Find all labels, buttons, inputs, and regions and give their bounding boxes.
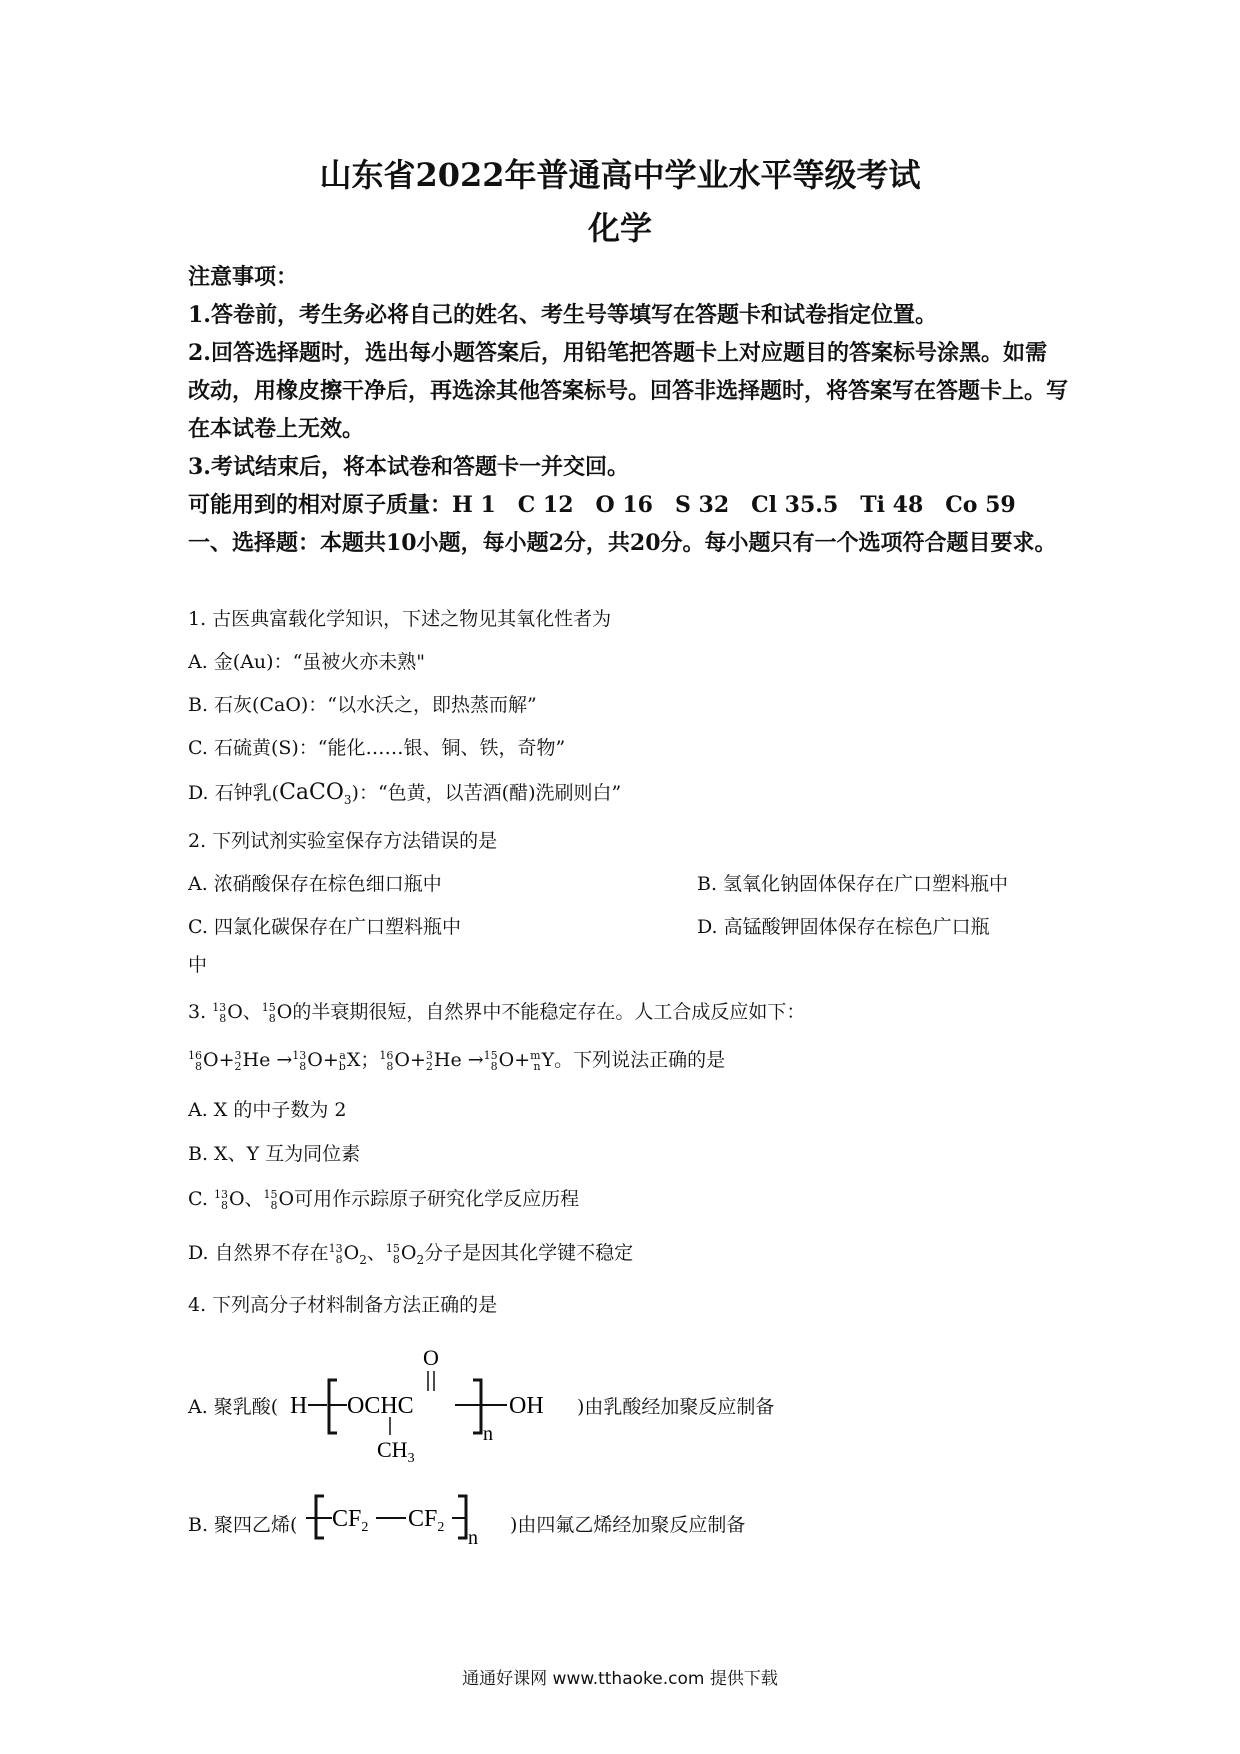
svg-text:CF2: $CF_2$ [332,1506,369,1535]
svg-text:CH3: $CH_3$ [377,1437,415,1465]
atomic-masses: 可能用到的相对原子质量：H 1 C 12 O 16 S 32 Cl 35.5 Ti 48 Co 59 [188,492,1016,518]
q3-stem: 3. 13 8 O、 15 8 O的半衰期很短，自然界中不能稳定存在。人工合成反应如下： [188,1001,806,1025]
footer-credit: 通通好课网 www.tthaoke.com 提供下载 [462,1669,778,1689]
svg-text:CF2: $CF_2$ [408,1506,445,1535]
q2-option-a: A. 浓硝酸保存在棕色细口瓶中 [188,873,442,895]
notice-item-1: 1.答卷前，考生务必将自己的姓名、考生号等填写在答题卡和试卷指定位置。 [188,302,937,328]
q1-option-c: C. 石硫黄(S)：“能化……银、铜、铁，奇物” [188,737,566,759]
q2-option-d-cont: 中 [188,954,208,976]
svg-text:H: H [290,1393,308,1419]
q2-option-d: D. 高锰酸钾固体保存在棕色广口瓶 [697,916,990,938]
svg-text:OCHC: OCHC [347,1393,414,1419]
exam-title: 山东省2022年普通高中学业水平等级考试 [319,156,921,194]
subject-title: 化学 [587,209,652,247]
q3-option-a: A. X 的中子数为 2 [188,1099,347,1121]
q3-option-c: C. 13 8 O、 15 8 O可用作示踪原子研究化学反应历程 [188,1188,580,1212]
svg-text:O: O [423,1345,439,1370]
svg-text:n: n [483,1423,493,1445]
svg-text:n: n [468,1527,478,1548]
q2-stem: 2. 下列试剂实验室保存方法错误的是 [188,830,498,852]
notice-item-2: 2.回答选择题时，选出每小题答案后，用铅笔把答题卡上对应题目的答案标号涂黑。如需改动，用橡皮擦干净后，再选涂其他答案标号。回答非选择题时，将答案写在答题卡上。写在本试卷上无效。 [188,340,1069,442]
q1-option-b: B. 石灰(CaO)：“以水沃之，即热蒸而解” [188,694,537,716]
q4-option-b-text: )由四氟乙烯经加聚反应制备 [510,1514,746,1536]
q4-option-b-label: B. 聚四乙烯( [188,1514,298,1536]
q2-option-b: B. 氢氧化钠固体保存在广口塑料瓶中 [697,873,1009,895]
q1-stem: 1. 古医典富载化学知识，下述之物见其氧化性者为 [188,608,612,630]
q3-option-d: D. 自然界不存在 13 8 $O_2$、 15 8 $O_2$分子是因其化学键不稳定 [188,1242,634,1267]
notice-heading: 注意事项： [188,264,299,290]
svg-text:OH: OH [509,1393,544,1419]
q2-option-c: C. 四氯化碳保存在广口塑料瓶中 [188,916,461,938]
q1-option-a: A. 金(Au)：“虽被火亦未熟" [188,651,426,673]
q4-stem: 4. 下列高分子材料制备方法正确的是 [188,1294,498,1316]
q4-option-a-label: A. 聚乳酸( [188,1396,279,1418]
q3-equation: 16 8 O+ 3 2 He → 13 8 O+ a b X； 16 8 O+ 3 2 He → 15 8 O+ m n Y。下列说法正确的是 [188,1049,726,1073]
polylactic-acid-structure [285,1345,575,1465]
section-heading: 一、选择题：本题共10小题，每小题2分，共20分。每小题只有一个选项符合题目要求。 [188,530,1057,556]
q4-option-a-text: )由乳酸经加聚反应制备 [577,1396,775,1418]
notice-item-3: 3.考试结束后，将本试卷和答题卡一并交回。 [188,454,629,480]
q1-option-d: D. 石钟乳(CaCO$_3$)：“色黄，以苦酒(醋)洗刷则白” [188,780,622,807]
q3-option-b: B. X、Y 互为同位素 [188,1143,361,1165]
ptfe-structure [306,1488,526,1548]
